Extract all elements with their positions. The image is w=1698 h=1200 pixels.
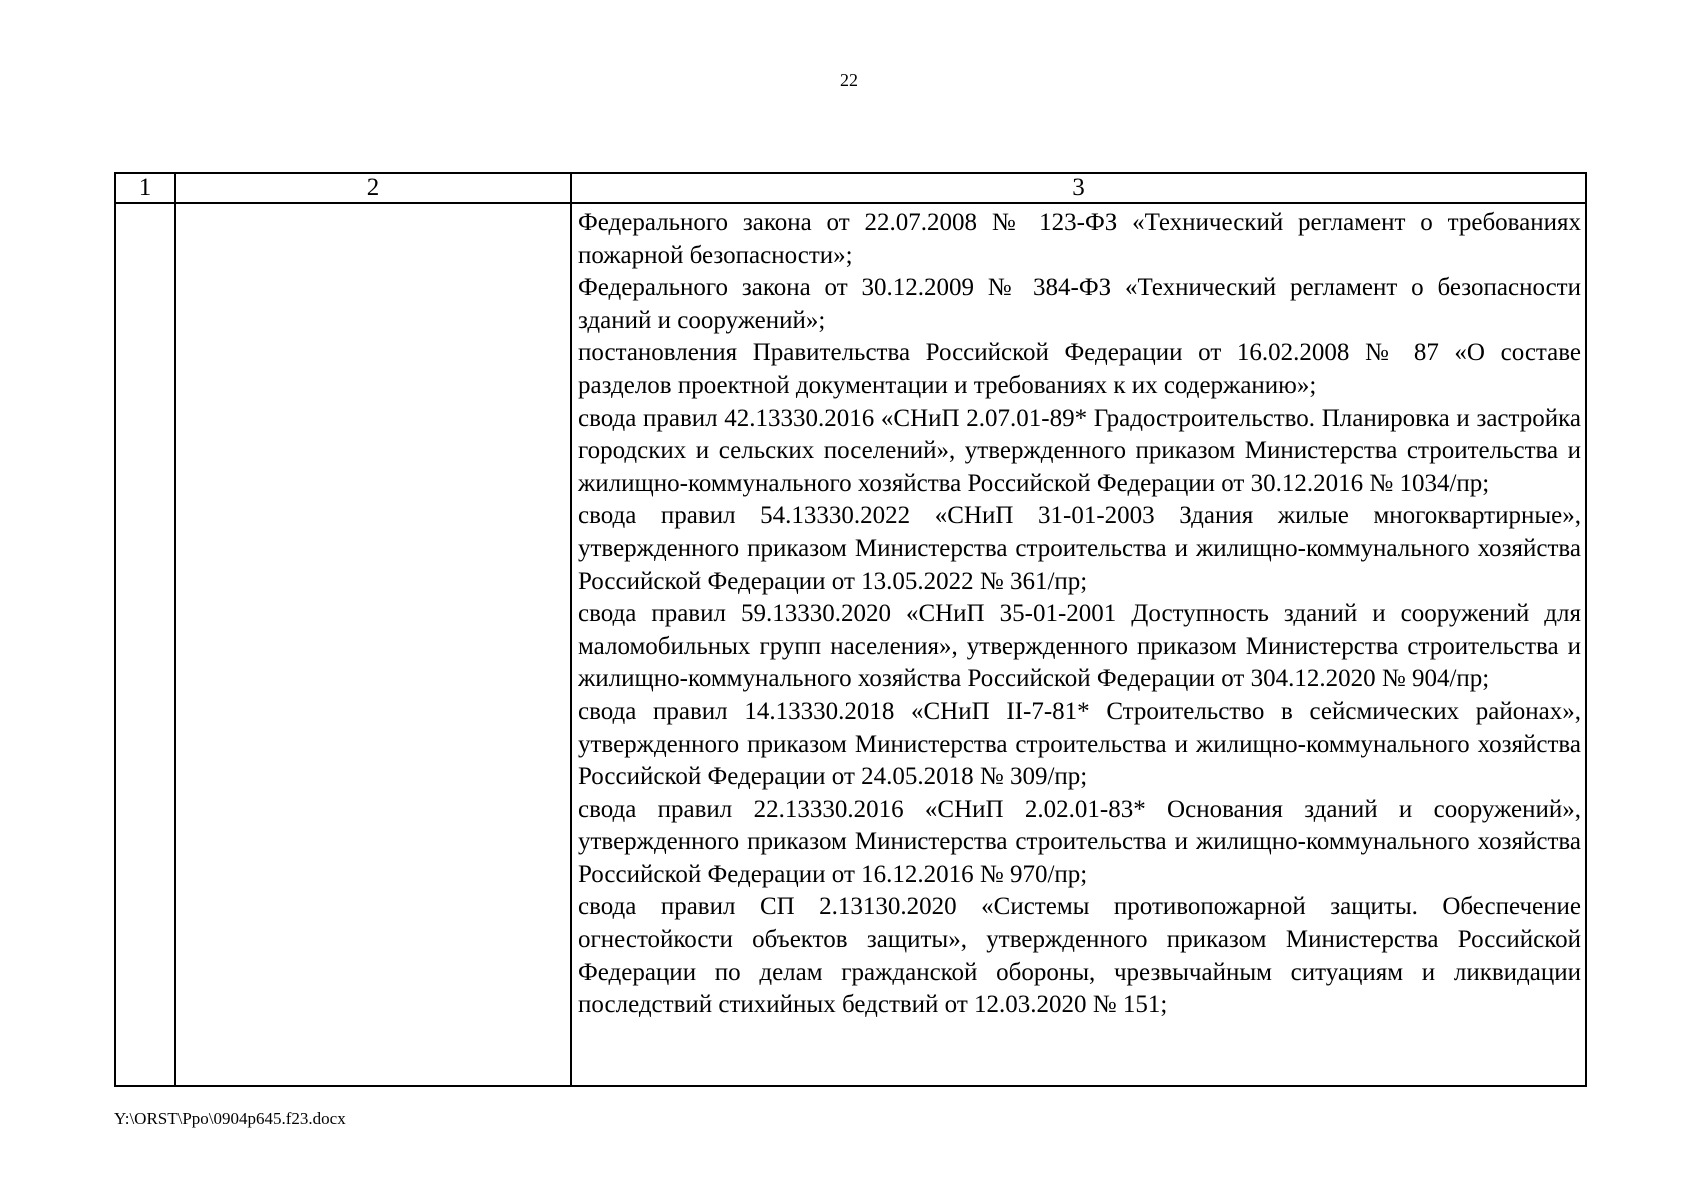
- cell-col1: [115, 203, 175, 1086]
- paragraph-fz-384: Федерального закона от 30.12.2009 № 384-ФЗ «Технический регламент о безопасности зданий и сооружений»;: [578, 274, 1581, 334]
- paragraph-sp-42: свода правил 42.13330.2016 «СНиП 2.07.01-89* Градостроительство. Планировка и застройка городских и сельских поселений», утвержденного приказом Министерства строительства и жилищно-коммунального хозяйства Российской Федерации от 30.12.2016 № 1034/пр;: [578, 404, 1581, 497]
- header-cell-3: 3: [571, 173, 1586, 203]
- table-header-row: [115, 173, 1586, 203]
- paragraph-sp-22: свода правил 22.13330.2016 «СНиП 2.02.01-83* Основания зданий и сооружений», утвержденного приказом Министерства строительства и жилищно-коммунального хозяйства Российской Федерации от 16.12.2016 № 970/пр;: [578, 795, 1581, 888]
- page-number: 22: [840, 70, 858, 90]
- paragraph-fz-123: Федерального закона от 22.07.2008 № 123-ФЗ «Технический регламент о требованиях пожарной безопасности»;: [578, 209, 1581, 269]
- cell-col2: [175, 203, 571, 1086]
- file-path-footer: Y:\ORST\Ppo\0904p645.f23.docx: [114, 1109, 346, 1128]
- paragraph-sp-2: свода правил СП 2.13130.2020 «Системы противопожарной защиты. Обеспечение огнестойкости объектов защиты», утвержденного приказом Министерства Российской Федерации по делам гражданской обороны, чрезвычайным ситуациям и ликвидации последствий стихийных бедствий от 12.03.2020 № 151;: [578, 893, 1581, 1019]
- paragraph-sp-59: свода правил 59.13330.2020 «СНиП 35-01-2001 Доступность зданий и сооружений для маломобильных групп населения», утвержденного приказом Министерства строительства и жилищно-коммунального хозяйства Российской Федерации от 304.12.2020 № 904/пр;: [578, 600, 1581, 693]
- paragraph-resolution-87: постановления Правительства Российской Федерации от 16.02.2008 № 87 «О составе разделов проектной документации и требованиях к их содержанию»;: [578, 339, 1581, 399]
- header-cell-1: 1: [115, 173, 175, 203]
- paragraph-sp-54: свода правил 54.13330.2022 «СНиП 31-01-2003 Здания жилые многоквартирные», утвержденного приказом Министерства строительства и жилищно-коммунального хозяйства Российской Федерации от 13.05.2022 № 361/пр;: [578, 502, 1581, 595]
- table-row: [115, 203, 1586, 1086]
- cell-col3: [571, 203, 1586, 1086]
- paragraph-sp-14: свода правил 14.13330.2018 «СНиП II-7-81* Строительство в сейсмических районах», утвержденного приказом Министерства строительства и жилищно-коммунального хозяйства Российской Федерации от 24.05.2018 № 309/пр;: [578, 697, 1581, 791]
- header-cell-2: 2: [175, 173, 571, 203]
- document-table: [114, 172, 1587, 1087]
